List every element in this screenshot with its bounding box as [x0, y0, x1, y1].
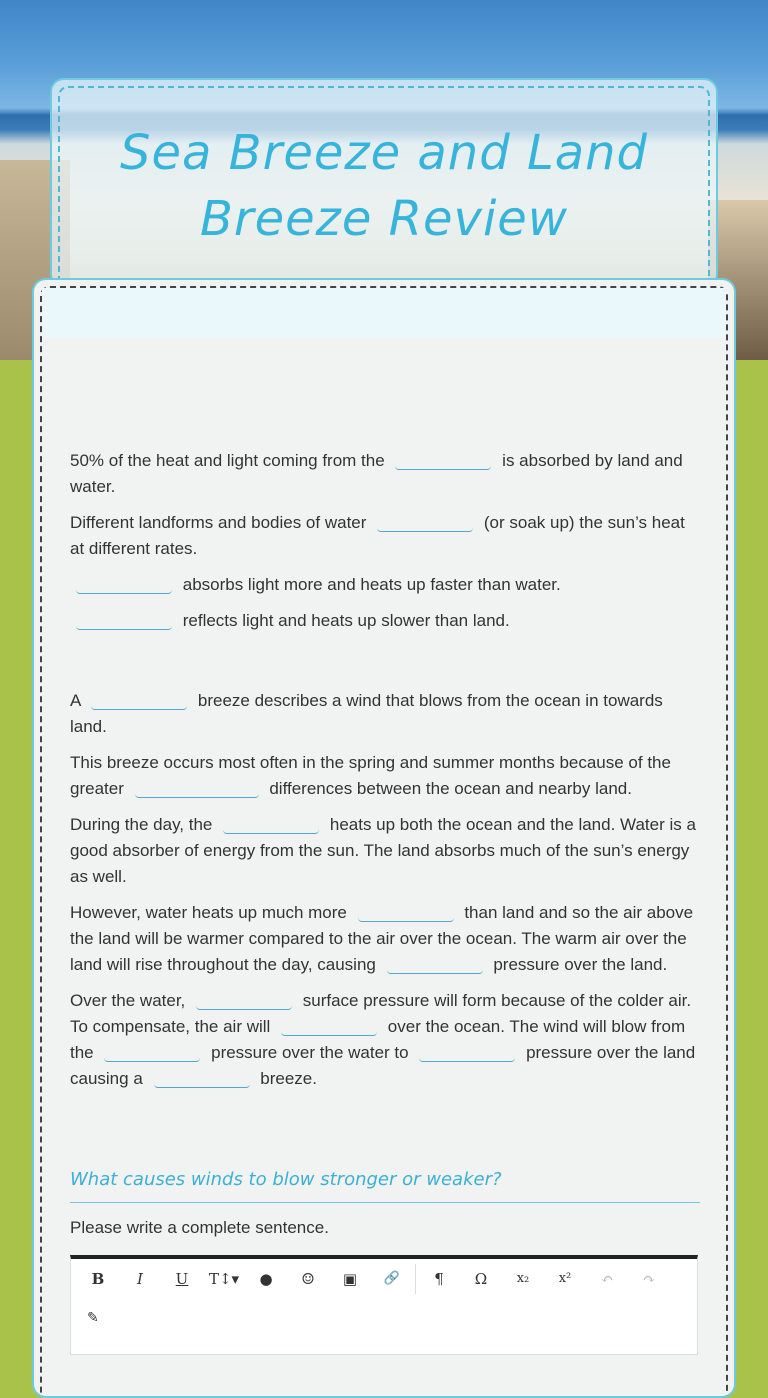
paragraph-direction-icon[interactable]: ¶: [434, 1270, 444, 1288]
blank-input[interactable]: [419, 1041, 515, 1062]
bold-button[interactable]: B: [91, 1270, 105, 1288]
superscript-button[interactable]: x²: [558, 1271, 572, 1286]
paragraph-landforms: [70, 510, 700, 562]
text: (or soak up) the sun’s heat at different rates.: [70, 513, 685, 558]
text: pressure over the water to: [211, 1043, 409, 1062]
answer-editor[interactable]: [70, 1255, 698, 1355]
text: 50% of the heat and light coming from the: [70, 451, 385, 470]
special-character-icon[interactable]: Ω: [474, 1270, 488, 1288]
paragraph-over-water: [70, 988, 700, 1092]
text-color-icon[interactable]: ●: [259, 1270, 273, 1288]
blank-input[interactable]: [154, 1067, 250, 1088]
text: differences between the ocean and nearby land.: [269, 779, 632, 798]
paragraph-water-heats: [70, 900, 700, 978]
text: However, water heats up much more: [70, 903, 347, 922]
toolbar-divider: [415, 1264, 416, 1294]
text: pressure over the land causing a: [70, 1043, 696, 1088]
paragraph-daytime: [70, 812, 700, 890]
editor-toolbar-row2: [71, 1299, 697, 1335]
blank-input[interactable]: [358, 901, 454, 922]
text: pressure over the land.: [493, 955, 668, 974]
blank-input[interactable]: [76, 609, 172, 630]
text: A: [70, 691, 81, 710]
editor-toolbar: [71, 1259, 697, 1299]
paragraph-sea-breeze-def: [70, 688, 700, 740]
text: is absorbed by land and water.: [70, 451, 683, 496]
eraser-icon[interactable]: ✎: [87, 1309, 99, 1325]
text: surface pressure will form because of the colder air. To compensate, the air will: [70, 991, 692, 1036]
paragraph-reflects: [70, 608, 700, 634]
text: over the ocean. The wind will blow from the: [70, 1017, 686, 1062]
blank-input[interactable]: [104, 1041, 200, 1062]
blank-input[interactable]: [76, 573, 172, 594]
spacer: [70, 644, 700, 688]
worksheet-card: [32, 278, 736, 1398]
italic-button[interactable]: I: [137, 1270, 143, 1288]
question-instruction: Please write a complete sentence.: [70, 1218, 329, 1237]
text: breeze describes a wind that blows from the ocean in towards land.: [70, 691, 663, 736]
subscript-button[interactable]: x₂: [516, 1271, 530, 1286]
blank-input[interactable]: [135, 777, 259, 798]
undo-icon[interactable]: ↶: [600, 1270, 614, 1288]
blank-input[interactable]: [196, 989, 292, 1010]
text: Over the water,: [70, 991, 186, 1010]
blank-input[interactable]: [395, 449, 491, 470]
image-icon[interactable]: ▣: [342, 1270, 358, 1288]
blank-input[interactable]: [387, 953, 483, 974]
worksheet-content: [70, 448, 700, 1355]
link-icon[interactable]: 🔗: [383, 1271, 401, 1286]
text: absorbs light more and heats up faster than water.: [182, 575, 561, 594]
underline-button[interactable]: U: [175, 1270, 189, 1288]
worksheet-top-band: [42, 288, 726, 338]
blank-input[interactable]: [91, 689, 187, 710]
text: breeze.: [260, 1069, 317, 1088]
text: heats up both the ocean and the land. Water is a good absorber of energy from the sun. The land absorbs much of the sun’s energy as well.: [70, 815, 696, 886]
blank-input[interactable]: [377, 511, 473, 532]
paragraph-season: [70, 750, 700, 802]
text: reflects light and heats up slower than land.: [182, 611, 510, 630]
paragraph-heat-absorbed: [70, 448, 700, 500]
text: This breeze occurs most often in the spring and summer months because of the greater: [70, 753, 671, 798]
page-title: Sea Breeze and Land Breeze Review: [120, 125, 648, 247]
redo-icon[interactable]: ↷: [642, 1270, 656, 1288]
text: than land and so the air above the land will be warmer compared to the air over the ocean. The warm air over the land will rise throughout the day, causing: [70, 903, 694, 974]
question-heading: What causes winds to blow stronger or weaker?: [70, 1166, 700, 1203]
title-card: [50, 78, 718, 288]
text-size-dropdown[interactable]: T↕▾: [208, 1270, 240, 1288]
emoji-icon[interactable]: ☺: [301, 1270, 315, 1288]
paragraph-absorbs: [70, 572, 700, 598]
blank-input[interactable]: [281, 1015, 377, 1036]
text: During the day, the: [70, 815, 213, 834]
blank-input[interactable]: [223, 813, 319, 834]
text: Different landforms and bodies of water: [70, 513, 367, 532]
